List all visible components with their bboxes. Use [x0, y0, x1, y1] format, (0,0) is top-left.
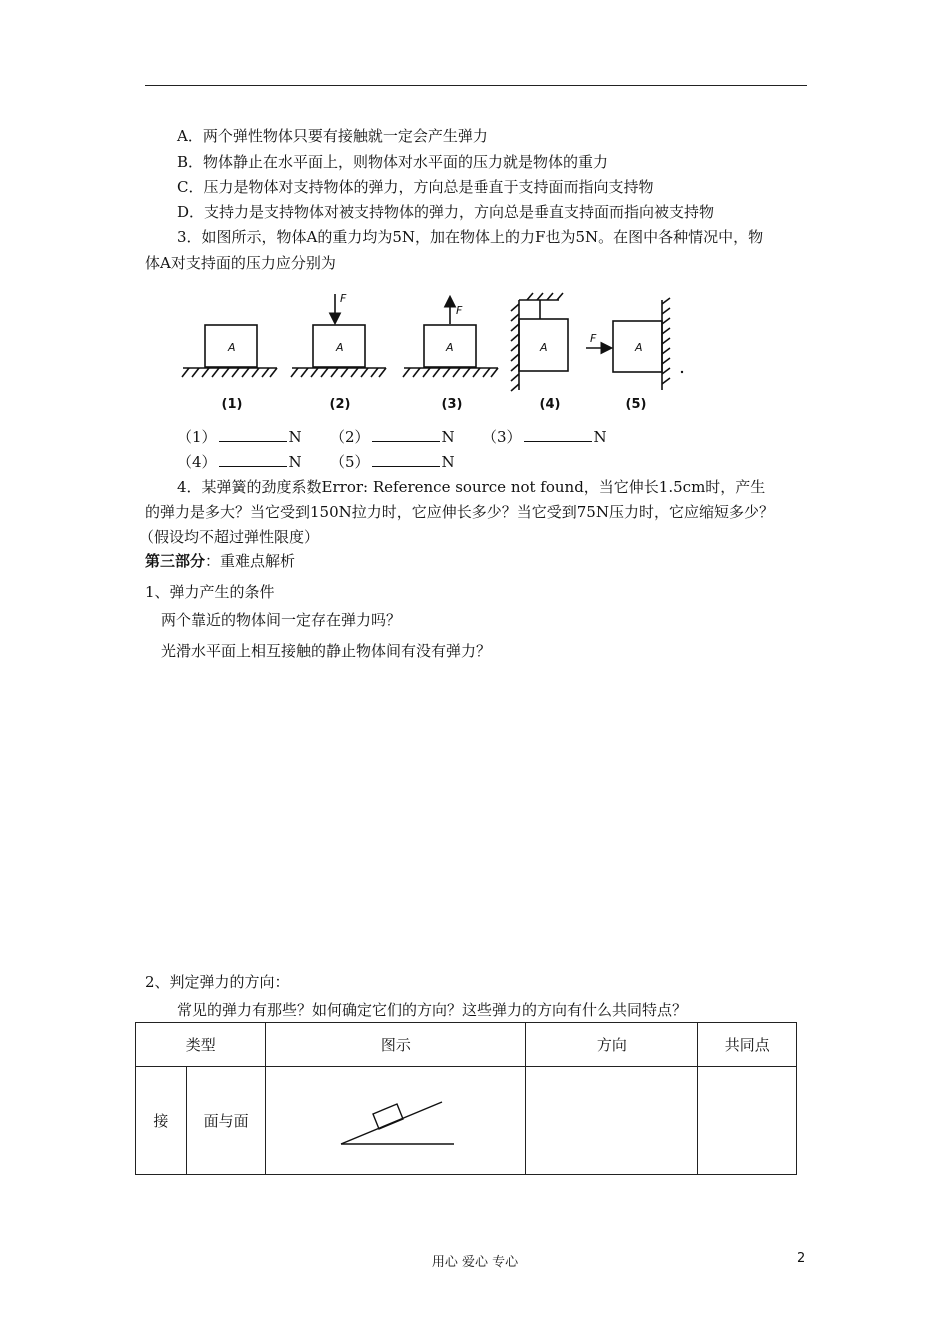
figure-5 — [586, 298, 670, 390]
answer-1-unit: N — [288, 428, 302, 446]
part3-heading-bold: 第三部分 — [145, 552, 206, 570]
figure-5-caption: (5) — [625, 397, 647, 412]
part3-heading — [145, 551, 295, 571]
figure-3-force-label: F — [456, 304, 463, 317]
header-common: 共同点 — [698, 1023, 797, 1067]
section1-question2: 光滑水平面上相互接触的静止物体间有没有弹力？ — [161, 642, 492, 660]
figure-3-caption: (3) — [441, 397, 463, 412]
answer-2 — [330, 427, 455, 447]
figure-2-block-label: A — [336, 341, 344, 354]
answer-1 — [177, 427, 302, 447]
header-type: 类型 — [136, 1023, 266, 1067]
section1-title: 1、弹力产生的条件 — [145, 583, 275, 601]
elastic-force-table — [135, 1022, 797, 1175]
incline-block-diagram — [266, 1067, 525, 1170]
header-rule — [145, 85, 807, 86]
answer-5 — [330, 452, 455, 472]
answer-4-blank[interactable] — [219, 452, 287, 467]
option-c: C．压力是物体对支持物体的弹力，方向总是垂直于支持面而指向支持物 — [177, 178, 654, 196]
q3-text-line2: 体A对支持面的压力应分别为 — [145, 254, 336, 272]
figure-4-block-label: A — [540, 341, 548, 354]
figure-1-caption: (1) — [221, 397, 243, 412]
figure-5-force-label: F — [590, 332, 597, 345]
answer-5-label: （5） — [330, 453, 370, 471]
header-diagram: 图示 — [266, 1023, 526, 1067]
part3-heading-rest: ：重难点解析 — [205, 552, 296, 570]
answer-2-label: （2） — [330, 428, 370, 446]
section2-title: 2、判定弹力的方向： — [145, 973, 290, 991]
figure-4-caption: (4) — [539, 397, 561, 412]
figure-5-block-label: A — [635, 341, 643, 354]
answer-2-unit: N — [441, 428, 455, 446]
q4-text-line2: 的弹力是多大？当它受到150N拉力时，它应伸长多少？当它受到75N压力时，它应缩短多少？ — [145, 503, 774, 521]
row-group-label: 接 — [136, 1067, 187, 1175]
answer-4 — [177, 452, 302, 472]
answer-3-label: （3） — [482, 428, 522, 446]
option-d: D．支持力是支持物体对被支持物体的弹力，方向总是垂直支持面而指向被支持物 — [177, 203, 715, 221]
row-type-label: 面与面 — [186, 1067, 266, 1175]
answer-1-label: （1） — [177, 428, 217, 446]
section1-question1: 两个靠近的物体间一定存在弹力吗？ — [161, 611, 402, 629]
page-footer: 用心 爱心 专心 — [431, 1255, 519, 1270]
header-direction: 方向 — [526, 1023, 698, 1067]
q4-text-line3: （假设均不超过弹性限度） — [139, 528, 320, 546]
option-b: B．物体静止在水平面上，则物体对水平面的压力就是物体的重力 — [177, 153, 609, 171]
answer-5-unit: N — [441, 453, 455, 471]
figure-3-block-label: A — [446, 341, 454, 354]
answer-4-unit: N — [288, 453, 302, 471]
answer-4-label: （4） — [177, 453, 217, 471]
row-common-cell[interactable] — [698, 1067, 797, 1175]
section2-question: 常见的弹力有那些？如何确定它们的方向？这些弹力的方向有什么共同特点？ — [177, 1001, 688, 1019]
q3-figure — [0, 288, 950, 418]
figure-2-caption: (2) — [329, 397, 351, 412]
figure-1-block-label: A — [228, 341, 236, 354]
q3-text-line1: 3．如图所示，物体A的重力均为5N，加在物体上的力F也为5N。在图中各种情况中，物 — [177, 228, 764, 246]
answer-2-blank[interactable] — [372, 427, 440, 442]
row-direction-cell[interactable] — [526, 1067, 698, 1175]
figure-3 — [403, 298, 498, 377]
answer-3-unit: N — [593, 428, 607, 446]
figure-2-force-label: F — [340, 292, 347, 305]
table-row — [136, 1067, 797, 1175]
answer-3-blank[interactable] — [524, 427, 592, 442]
table-header-row — [136, 1023, 797, 1067]
figure-2 — [291, 294, 386, 377]
row-diagram-cell — [266, 1067, 526, 1175]
answer-3 — [482, 427, 607, 447]
option-a: A．两个弹性物体只要有接触就一定会产生弹力 — [177, 127, 488, 145]
q4-text-line1: 4．某弹簧的劲度系数Error: Reference source not found，当它伸长1.5cm时，产生 — [177, 478, 766, 496]
answer-1-blank[interactable] — [219, 427, 287, 442]
page-number: 2 — [797, 1251, 806, 1266]
answer-5-blank[interactable] — [372, 452, 440, 467]
